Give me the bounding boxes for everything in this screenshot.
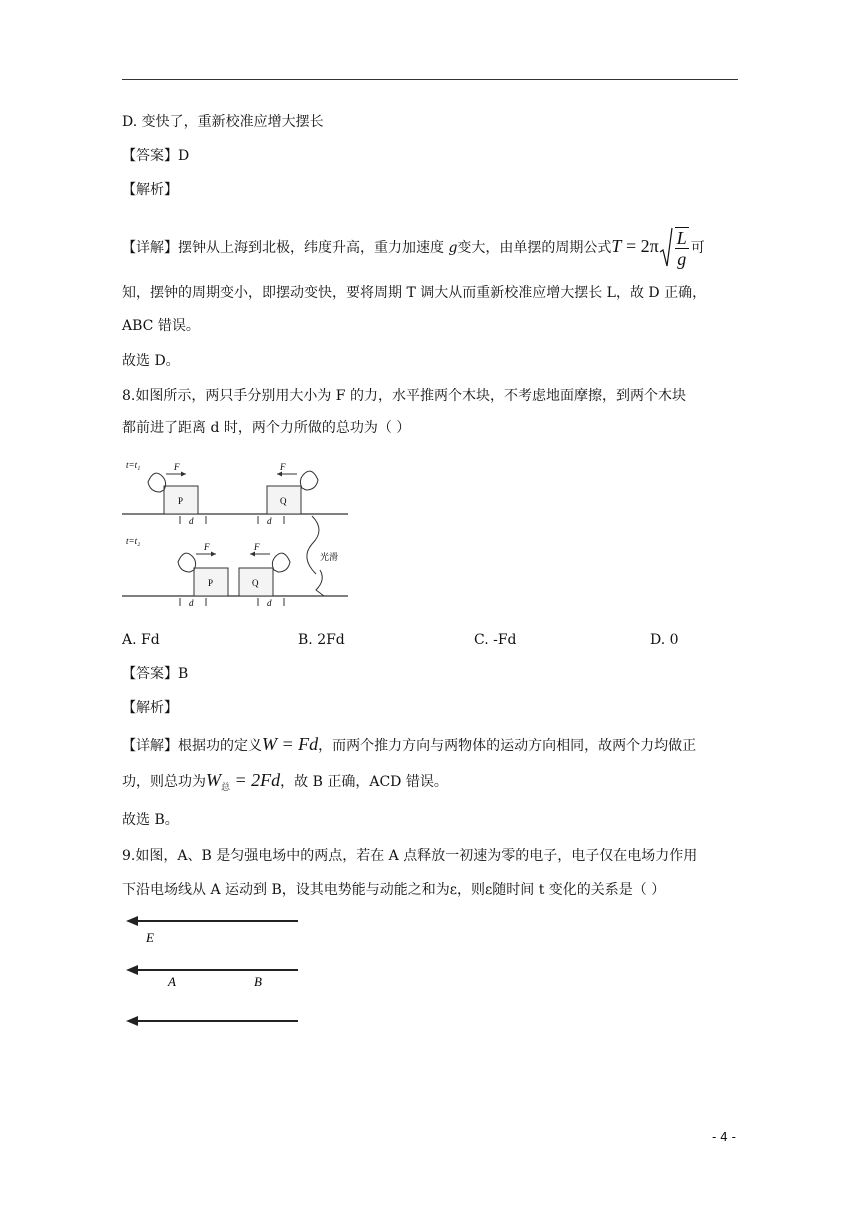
distance-label: d xyxy=(267,516,272,526)
total-work-value: = 2Fd xyxy=(230,770,281,790)
detail-text: 根据功的定义 xyxy=(178,738,262,754)
q8-figure xyxy=(122,452,352,610)
time-label-t2: t=t₂ xyxy=(126,536,141,546)
distance-label: d xyxy=(267,598,272,608)
block-p-label: P xyxy=(208,578,214,588)
force-label: F xyxy=(174,462,180,472)
fraction xyxy=(675,227,689,269)
arrowhead-icon xyxy=(181,472,186,477)
force-label: F xyxy=(254,542,260,552)
q8-option-a: A. Fd xyxy=(122,632,160,648)
q7-option-d: D. 变快了，重新校准应增大摆长 xyxy=(122,114,324,130)
left-hand-icon xyxy=(148,473,166,492)
block-q-label: Q xyxy=(280,496,287,506)
q8-stem-line2: 都前进了距离 d 时，两个力所做的总功为（ ） xyxy=(122,420,411,436)
q7-detail-line1 xyxy=(122,224,705,270)
distance-label: d xyxy=(189,598,194,608)
q7-answer: 【答案】D xyxy=(122,148,190,164)
detail-text: 摆钟从上海到北极，纬度升高，重力加速度 xyxy=(178,240,444,256)
field-label-e: E xyxy=(146,930,154,945)
total-subscript: 总 xyxy=(221,783,231,793)
q8-option-c: C. -Fd xyxy=(474,632,517,648)
detail-tag: 【详解】 xyxy=(122,240,178,256)
header-rule xyxy=(122,79,738,80)
q7-detail-line2: 知，摆钟的周期变小，即摆动变快，要将周期 T 调大从而重新校准应增大摆长 L，故 D 正确， xyxy=(122,285,707,301)
q8-option-d: D. 0 xyxy=(650,632,679,648)
block-p-label: P xyxy=(178,496,184,506)
q7-conclusion: 故选 D。 xyxy=(122,353,180,369)
q8-option-b: B. 2Fd xyxy=(298,632,345,648)
detail-text: 可 xyxy=(690,240,705,256)
q7-detail-line3: ABC 错误。 xyxy=(122,318,200,334)
arrowhead-icon xyxy=(277,472,282,477)
formula-coefficient: = 2π xyxy=(621,236,659,256)
block-q-label: Q xyxy=(252,578,259,588)
pointer-curve xyxy=(307,516,319,574)
fraction-numerator: L xyxy=(676,228,687,248)
q8-stem-line1: 8.如图所示，两只手分别用大小为 F 的力，水平推两个木块，不考虑地面摩擦，到两个木块 xyxy=(122,388,686,404)
sqrt-expression xyxy=(659,226,691,270)
q9-stem-line1: 9.如图，A、B 是匀强电场中的两点，若在 A 点释放一初速为零的电子，电子仅在电场力作用 xyxy=(122,848,698,864)
q8-detail-line2 xyxy=(122,768,448,800)
arrowhead-icon xyxy=(211,552,216,557)
right-hand-icon xyxy=(272,553,290,572)
right-hand-icon xyxy=(300,471,318,490)
arrowhead-icon xyxy=(126,916,138,926)
point-label-b: B xyxy=(254,974,262,989)
smooth-label: 光滑 xyxy=(320,552,339,562)
q8-answer: 【答案】B xyxy=(122,666,189,682)
q7-analysis-heading: 【解析】 xyxy=(122,182,178,198)
period-symbol: T xyxy=(611,236,622,256)
point-label-a: A xyxy=(168,974,176,989)
arrowhead-icon xyxy=(250,552,255,557)
detail-text: 变大，由单摆的周期公式 xyxy=(457,240,612,256)
q8-detail-line1 xyxy=(122,732,696,758)
q8-conclusion: 故选 B。 xyxy=(122,812,179,828)
force-label: F xyxy=(280,462,286,472)
page-number: - 4 - xyxy=(712,1130,736,1144)
gravity-symbol: g xyxy=(448,240,458,256)
detail-text: ，而两个推力方向与两物体的运动方向相同，故两个力均做正 xyxy=(318,738,697,754)
fraction-denominator: g xyxy=(677,249,687,269)
q9-field-figure xyxy=(122,910,302,1030)
time-label-t1: t=t₁ xyxy=(126,460,141,470)
detail-tag: 【详解】 xyxy=(122,738,178,754)
arrowhead-icon xyxy=(126,965,138,975)
radical-sign-icon xyxy=(659,226,673,270)
detail-text: ，故 B 正确，ACD 错误。 xyxy=(280,774,448,790)
work-formula: W = Fd xyxy=(262,734,319,754)
detail-text: 功，则总功为 xyxy=(122,774,206,790)
force-label: F xyxy=(204,542,210,552)
q8-analysis-heading: 【解析】 xyxy=(122,700,178,716)
q9-stem-line2: 下沿电场线从 A 运动到 B，设其电势能与动能之和为ε，则ε随时间 t 变化的关系是（ ） xyxy=(122,882,666,898)
arrowhead-icon xyxy=(126,1016,138,1026)
left-hand-icon xyxy=(178,553,196,572)
total-work-symbol: W xyxy=(206,770,221,790)
distance-label: d xyxy=(189,516,194,526)
pointer-curve xyxy=(316,570,324,596)
